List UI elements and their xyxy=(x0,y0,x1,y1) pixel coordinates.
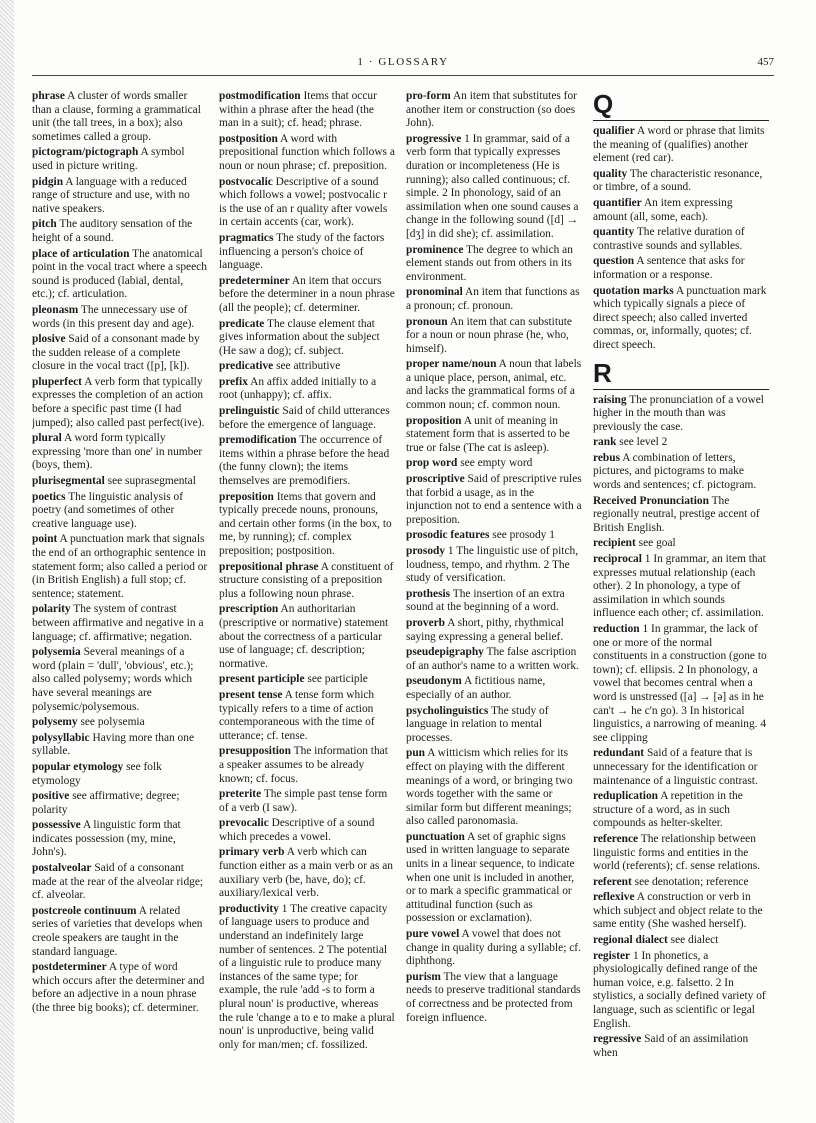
entry-definition: An item expressing amount (all, some, each). xyxy=(593,196,733,223)
glossary-entry xyxy=(219,903,395,1053)
entry-definition: A verb which can function either as a main verb or as an auxiliary verb (be, have, do); cf. auxiliary/lexical verb. xyxy=(219,846,393,900)
entry-headword: primary verb xyxy=(219,846,285,859)
entry-definition: A sentence that asks for information or a response. xyxy=(593,255,745,281)
entry-headword: popular etymology xyxy=(32,760,124,773)
entry-headword: polysemy xyxy=(32,716,78,729)
entry-headword: plural xyxy=(32,432,62,445)
glossary-entry xyxy=(593,495,769,536)
entry-headword: plosive xyxy=(32,333,66,346)
entry-headword: register xyxy=(593,949,631,962)
entry-definition: The information that a speaker assumes to be already known; cf. focus. xyxy=(219,745,388,785)
glossary-entry xyxy=(32,961,208,1015)
entry-definition: The relative duration of contrastive sounds and syllables. xyxy=(593,226,745,252)
entry-definition: The degree to which an element stands out from others in its environment. xyxy=(406,243,573,283)
entry-definition: 1 The linguistic use of pitch, loudness, tempo, and rhythm. 2 The study of versification. xyxy=(406,545,579,585)
entry-headword: quality xyxy=(593,167,628,180)
entry-headword: prefix xyxy=(219,375,248,388)
glossary-entry xyxy=(406,971,582,1025)
page-number: 457 xyxy=(757,56,774,68)
glossary-entry xyxy=(219,561,395,602)
entry-definition: see empty word xyxy=(460,457,533,470)
glossary-entry xyxy=(219,405,395,432)
glossary-entry xyxy=(406,646,582,673)
entry-headword: progressive xyxy=(406,132,462,145)
glossary-entry xyxy=(219,90,395,131)
glossary-column-1 xyxy=(32,90,208,1105)
entry-definition: The relationship between linguistic forms and entities in the world (referents); cf. sense relations. xyxy=(593,832,760,873)
entry-definition: see dialect xyxy=(670,934,719,947)
entry-headword: reflexive xyxy=(593,891,635,904)
entry-headword: prop word xyxy=(406,457,458,470)
entry-definition: A linguistic form that indicates possession (my, mine, John's). xyxy=(32,819,181,859)
header-rule xyxy=(32,75,774,76)
entry-definition: Said of prescriptive rules that forbid a usage, as in the injunction not to end a sentence with a preposition. xyxy=(406,473,582,526)
glossary-entry xyxy=(32,176,208,217)
entry-headword: purism xyxy=(406,970,441,983)
entry-definition: A related series of varieties that develops when creole speakers are taught in the standard language. xyxy=(32,904,203,958)
entry-definition: A language with a reduced range of structure and use, with no native speakers. xyxy=(32,175,190,215)
entry-headword: preterite xyxy=(219,788,262,801)
entry-headword: pleonasm xyxy=(32,303,79,316)
entry-headword: phrase xyxy=(32,90,65,102)
section-letter-r: R xyxy=(593,359,769,390)
entry-headword: pidgin xyxy=(32,175,64,188)
entry-headword: regional dialect xyxy=(593,934,668,947)
entry-headword: pseudonym xyxy=(406,675,462,688)
entry-definition: The false ascription of an author's name to a written work. xyxy=(406,646,579,672)
glossary-entry xyxy=(406,747,582,829)
entry-definition: The anatomical point in the vocal tract where a speech sound is produced (labial, dental, etc.); cf. articulation. xyxy=(32,247,207,301)
glossary-entry xyxy=(219,745,395,786)
entry-definition: A noun that labels a unique place, person, animal, etc. and lacks the grammatical forms of a common noun; cf. common noun. xyxy=(406,358,582,412)
entry-definition: Said of an assimilation when xyxy=(593,1033,749,1059)
entry-definition: A cluster of words smaller than a clause, forming a grammatical unit (the tall trees, in a box); also sometimes called a group. xyxy=(32,90,201,143)
glossary-entry xyxy=(32,905,208,959)
glossary-entry xyxy=(593,747,769,788)
entry-definition: A witticism which relies for its effect on playing with the different meanings of a word, or bringing two words together with the same or similar form but different meanings; also called paronomasia. xyxy=(406,747,573,828)
entry-headword: prescription xyxy=(219,603,279,616)
glossary-entry xyxy=(593,452,769,493)
entry-definition: Said of child utterances before the emergence of language. xyxy=(219,405,390,431)
entry-definition: The study of language in relation to mental processes. xyxy=(406,704,549,744)
entry-headword: pluperfect xyxy=(32,375,82,388)
entry-definition: The simple past tense form of a verb (I saw). xyxy=(219,788,388,814)
entry-definition: A word or phrase that limits the meaning of (qualifies) another element (red car). xyxy=(593,125,765,165)
entry-definition: A constituent of structure consisting of a preposition plus a following noun phrase. xyxy=(219,560,394,600)
entry-definition: A word form typically expressing 'more than one' in number (boys, them). xyxy=(32,432,203,472)
entry-definition: Having more than one syllable. xyxy=(32,731,195,758)
entry-headword: prelinguistic xyxy=(219,405,280,418)
glossary-entry xyxy=(32,491,208,532)
glossary-entry xyxy=(593,950,769,1032)
entry-definition: An item that functions as a pronoun; cf. pronoun. xyxy=(406,286,580,312)
glossary-entry xyxy=(32,304,208,331)
entry-headword: prosody xyxy=(406,545,446,557)
entry-definition: The view that a language needs to preserve traditional standards of correctness and be protected from foreign influence. xyxy=(406,970,581,1024)
glossary-entry xyxy=(593,790,769,831)
glossary-entry xyxy=(32,862,208,903)
entry-headword: predicate xyxy=(219,317,265,330)
glossary-entry xyxy=(406,705,582,746)
glossary-entry xyxy=(32,790,208,817)
entry-headword: postmodification xyxy=(219,90,301,102)
entry-headword: postdeterminer xyxy=(32,961,107,974)
glossary-entry xyxy=(219,176,395,230)
glossary-entry xyxy=(32,90,208,144)
entry-definition: A punctuation mark that signals the end of an orthographic sentence in statement form; also called a period or (in British English) a full stop; cf. sentence; statement. xyxy=(32,533,208,600)
entry-headword: plurisegmental xyxy=(32,475,105,488)
entry-headword: pronoun xyxy=(406,315,448,328)
entry-headword: referent xyxy=(593,875,632,888)
glossary-entry xyxy=(219,133,395,174)
glossary-entry xyxy=(406,545,582,586)
glossary-entry xyxy=(219,232,395,273)
entry-headword: postcreole continuum xyxy=(32,904,137,917)
entry-definition: Items that occur within a phrase after the head (the man in a suit); cf. head; phrase. xyxy=(219,90,377,130)
glossary-entry xyxy=(593,255,769,282)
entry-definition: Said of a consonant made by the sudden release of a complete closure in the vocal tract ([p], [k]). xyxy=(32,333,200,373)
entry-headword: postposition xyxy=(219,132,278,145)
glossary-entry xyxy=(406,316,582,357)
glossary-column-4 xyxy=(593,90,769,1105)
entry-definition: The insertion of an extra sound at the beginning of a word. xyxy=(406,587,565,614)
entry-headword: pun xyxy=(406,747,426,760)
entry-definition: A symbol used in picture writing. xyxy=(32,146,185,172)
glossary-entry xyxy=(32,646,208,714)
glossary-entry xyxy=(406,928,582,969)
glossary-entry xyxy=(32,146,208,173)
entry-definition: A punctuation mark which typically signals a piece of direct speech; also called inverted commas, or, informally, quotes; cf. direct speech. xyxy=(593,284,767,351)
glossary-entry xyxy=(406,529,582,543)
glossary-entry xyxy=(593,394,769,435)
entry-headword: prepositional phrase xyxy=(219,560,319,573)
entry-headword: reduction xyxy=(593,623,640,635)
entry-headword: presupposition xyxy=(219,745,291,758)
glossary-entry xyxy=(593,125,769,166)
entry-headword: pragmatics xyxy=(219,231,274,244)
entry-headword: proposition xyxy=(406,414,462,427)
entry-definition: A vowel that does not change in quality during a syllable; cf. diphthong. xyxy=(406,928,581,968)
entry-definition: A set of graphic signs used in written language to separate units in a linear sequence, to indicate when one unit is included in another, or to mark a specific grammatical or attitudinal function (such as possession or exclamation). xyxy=(406,830,575,925)
section-q-entries xyxy=(593,125,769,353)
entry-headword: qualifier xyxy=(593,125,635,137)
entry-definition: An affix added initially to a root (unhappy); cf. affix. xyxy=(219,375,377,402)
entry-definition: see folk etymology xyxy=(32,760,162,787)
glossary-entry xyxy=(406,675,582,702)
entry-headword: pseudepigraphy xyxy=(406,646,484,659)
entry-definition: A type of word which occurs after the determiner and before an adjective in a noun phrase (the three big books); cf. determiner. xyxy=(32,961,205,1014)
entry-definition: A word with prepositional function which follows a noun or noun phrase; cf. preposition. xyxy=(219,132,395,172)
glossary-entry xyxy=(593,197,769,224)
glossary-entry xyxy=(32,819,208,860)
entry-definition: The system of contrast between affirmative and negative in a language; cf. affirmative; negation. xyxy=(32,603,204,643)
glossary-entry xyxy=(219,360,395,374)
glossary-entry xyxy=(593,226,769,253)
glossary-entry xyxy=(219,434,395,488)
glossary-entry xyxy=(406,473,582,527)
entry-headword: possessive xyxy=(32,819,81,832)
entry-headword: preposition xyxy=(219,490,274,503)
entry-headword: pro-form xyxy=(406,90,451,102)
glossary-entry xyxy=(32,761,208,788)
entry-definition: The characteristic resonance, or timbre, of a sound. xyxy=(593,167,763,194)
entry-definition: A combination of letters, pictures, and pictograms to make words and sentences; cf. pictogram. xyxy=(593,451,757,492)
entry-definition: A fictitious name, especially of an author. xyxy=(406,675,546,701)
running-head: 1 · GLOSSARY xyxy=(357,56,449,68)
glossary-entry xyxy=(593,891,769,932)
entry-definition: A verb form that typically expresses the completion of an action before a specific past time (I had jumped); also called past perfect(ive). xyxy=(32,375,205,429)
scan-gutter xyxy=(0,0,14,1123)
glossary-entry xyxy=(406,244,582,285)
glossary-entry xyxy=(32,716,208,730)
entry-headword: point xyxy=(32,533,58,546)
glossary-entry xyxy=(593,876,769,890)
entry-headword: postvocalic xyxy=(219,175,273,188)
glossary-entry xyxy=(593,553,769,621)
entry-headword: quantifier xyxy=(593,196,642,209)
glossary-entry xyxy=(406,90,582,131)
entry-definition: Descriptive of a sound which follows a vowel; postvocalic r is the use of an r quality after vowels in certain accents (car, work). xyxy=(219,175,388,229)
glossary-entry xyxy=(219,491,395,559)
entry-definition: 1 In phonetics, a physiologically defined range of the human voice, e.g. falsetto. 2 In stylistics, a socially defined variety of language, such as scientific or legal English. xyxy=(593,949,766,1030)
glossary-entry xyxy=(219,318,395,359)
entry-definition: The linguistic analysis of poetry (and sometimes of other creative language use). xyxy=(32,490,184,530)
entry-definition: The pronunciation of a vowel higher in the mouth than was previously the case. xyxy=(593,393,764,433)
entry-definition: An item that can substitute for a noun or noun phrase (he, who, himself). xyxy=(406,315,572,355)
entry-definition: Said of a feature that is unnecessary for the identification or maintenance of a linguistic contrast. xyxy=(593,747,758,787)
glossary-entry xyxy=(406,133,582,242)
entry-headword: present tense xyxy=(219,688,283,701)
entry-definition: see suprasegmental xyxy=(107,475,196,488)
entry-headword: redundant xyxy=(593,747,645,760)
glossary-column-3 xyxy=(406,90,582,1105)
entry-definition: The regionally neutral, prestige accent of British English. xyxy=(593,494,760,534)
entry-definition: An item that occurs before the determiner in a noun phrase (all the people); cf. determiner. xyxy=(219,274,395,314)
entry-definition: An item that substitutes for another item or construction (so does John). xyxy=(406,90,577,130)
entry-headword: positive xyxy=(32,790,70,803)
entry-definition: Several meanings of a word (plain = 'dull', 'obvious', etc.); also called polysemy; words which have several meanings are polysemic/polysemous. xyxy=(32,646,194,713)
entry-headword: regressive xyxy=(593,1033,642,1046)
entry-headword: prevocalic xyxy=(219,817,269,830)
entry-headword: pictogram/pictograph xyxy=(32,146,139,159)
glossary-entry xyxy=(593,623,769,745)
glossary-entry xyxy=(32,432,208,473)
entry-definition: see denotation; reference xyxy=(634,875,749,888)
entry-headword: proscriptive xyxy=(406,473,465,486)
glossary-entry xyxy=(406,831,582,926)
glossary-entry xyxy=(219,275,395,316)
glossary-entry xyxy=(219,846,395,900)
glossary-entry xyxy=(32,248,208,302)
entry-headword: quotation marks xyxy=(593,284,674,297)
entry-definition: The auditory sensation of the height of a sound. xyxy=(32,218,193,244)
entry-headword: pronominal xyxy=(406,286,463,299)
glossary-entry xyxy=(219,376,395,403)
glossary-entry xyxy=(593,833,769,874)
entry-headword: predicative xyxy=(219,360,274,373)
glossary-entry xyxy=(32,533,208,601)
entry-headword: poetics xyxy=(32,490,66,503)
entry-headword: polysyllabic xyxy=(32,731,90,744)
glossary-entry xyxy=(32,333,208,374)
entry-headword: prothesis xyxy=(406,587,451,600)
glossary-entry xyxy=(406,457,582,471)
entry-definition: A tense form which typically refers to a time of action contemporaneous with the time of utterance; cf. tense. xyxy=(219,688,375,742)
entry-definition: A construction or verb in which subject and object relate to the same entity (She washed herself). xyxy=(593,891,763,931)
glossary-entry xyxy=(219,689,395,743)
entry-definition: A repetition in the structure of a word, as in such compounds as helter-skelter. xyxy=(593,790,743,830)
entry-definition: Items that govern and typically precede nouns, pronouns, and certain other forms (in the box, to me, by running); cf. complex preposition; postposition. xyxy=(219,490,392,557)
entry-definition: Descriptive of a sound which precedes a vowel. xyxy=(219,817,375,843)
entry-headword: predeterminer xyxy=(219,274,290,287)
entry-definition: 1 The creative capacity of language users to produce and understand an indefinitely large number of sentences. 2 The potential of a linguistic rule to produce many instances of the same type; for example, the rule 'add -s to form a plural noun' is productive, whereas the rule 'change a to e to make a plural noun' is unproductive, being valid only for man/men; cf. fossilized. xyxy=(219,902,395,1051)
entry-headword: pitch xyxy=(32,218,57,231)
entry-headword: polysemia xyxy=(32,646,81,659)
entry-definition: The unnecessary use of words (in this present day and age). xyxy=(32,303,195,330)
entry-headword: premodification xyxy=(219,434,297,447)
entry-definition: 1 In grammar, an item that expresses mutual relationship (each other). 2 In phonology, a type of assimilation in which sounds influence each other; cf. assimilation. xyxy=(593,553,766,620)
entry-headword: raising xyxy=(593,393,627,406)
entry-definition: see goal xyxy=(638,537,676,550)
glossary-entry xyxy=(406,617,582,644)
entry-headword: productivity xyxy=(219,902,279,915)
section-r-entries xyxy=(593,394,769,1061)
glossary-entry xyxy=(32,603,208,644)
entry-headword: prosodic features xyxy=(406,529,490,542)
entry-headword: rank xyxy=(593,436,617,449)
entry-definition: see polysemia xyxy=(80,716,145,729)
entry-headword: recipient xyxy=(593,537,636,550)
entry-headword: reduplication xyxy=(593,790,658,803)
entry-headword: reciprocal xyxy=(593,553,642,566)
entry-headword: place of articulation xyxy=(32,247,130,260)
entry-definition: The study of the factors influencing a person's choice of language. xyxy=(219,231,385,272)
entry-headword: proper name/noun xyxy=(406,358,497,371)
glossary-entry xyxy=(32,732,208,759)
glossary-entry xyxy=(32,218,208,245)
entry-definition: 1 In grammar, the lack of one or more of the normal constituents in a construction (gone to town); cf. ellipsis. 2 In phonology, a vowel that becomes central when a word is unstressed ([a] → [ə] as in he can't → he c'n go). 3 In historical linguistics, a narrowing of meaning. 4 see clipping xyxy=(593,623,767,744)
glossary-entry xyxy=(406,286,582,313)
glossary-entry xyxy=(593,1033,769,1060)
entry-headword: pure vowel xyxy=(406,928,460,941)
glossary-column-2 xyxy=(219,90,395,1105)
glossary-entry xyxy=(593,285,769,353)
glossary-entry xyxy=(219,603,395,671)
glossary-entry xyxy=(219,673,395,687)
entry-definition: see level 2 xyxy=(619,436,668,449)
entry-definition: Said of a consonant made at the rear of the alveolar ridge; cf. alveolar. xyxy=(32,862,204,902)
glossary-entry xyxy=(406,588,582,615)
glossary-entry xyxy=(593,436,769,450)
entry-headword: reference xyxy=(593,832,639,845)
entry-headword: question xyxy=(593,255,635,268)
glossary-entry xyxy=(593,934,769,948)
section-letter-q: Q xyxy=(593,90,769,121)
entry-definition: see participle xyxy=(307,673,368,686)
entry-headword: psycholinguistics xyxy=(406,704,489,717)
glossary-entry xyxy=(406,358,582,412)
glossary-entry xyxy=(406,415,582,456)
entry-headword: polarity xyxy=(32,603,71,616)
entry-definition: see prosody 1 xyxy=(492,529,555,542)
glossary-entry xyxy=(219,817,395,844)
glossary-entry xyxy=(219,788,395,815)
entry-definition: see attributive xyxy=(276,360,341,373)
entry-headword: prominence xyxy=(406,243,464,256)
entry-definition: The clause element that gives information about the subject (He saw a dog); cf. subject. xyxy=(219,317,380,357)
entry-headword: present participle xyxy=(219,673,305,686)
page-header xyxy=(32,56,774,72)
glossary-entry xyxy=(593,537,769,551)
entry-definition: The occurrence of items within a phrase before the head (the funny clown); the items themselves are premodifiers. xyxy=(219,434,390,488)
glossary-entry xyxy=(32,376,208,430)
entry-definition: An authoritarian (prescriptive or normative) statement about the correctness of a particular use of language; cf. description; normative. xyxy=(219,603,389,670)
entry-headword: quantity xyxy=(593,226,635,239)
entry-definition: A short, pithy, rhythmical saying expressing a general belief. xyxy=(406,616,564,643)
entry-headword: punctuation xyxy=(406,830,465,843)
entry-definition: 1 In grammar, said of a verb form that typically expresses duration or incompleteness (He is running); also called continuous; cf. simple. 2 In phonology, said of an assimilation when one sound causes a change in the following sound ([d] → [dʒ] in did she); cf. assimilation. xyxy=(406,132,579,240)
entry-definition: A unit of meaning in statement form that is asserted to be true or false (The cat is asleep). xyxy=(406,414,570,454)
glossary-entry xyxy=(593,168,769,195)
glossary-entry xyxy=(32,475,208,489)
entry-definition: see affirmative; degree; polarity xyxy=(32,790,180,816)
entry-headword: postalveolar xyxy=(32,862,92,875)
entry-headword: rebus xyxy=(593,451,621,464)
entry-headword: Received Pronunciation xyxy=(593,494,709,507)
entry-headword: proverb xyxy=(406,616,446,629)
